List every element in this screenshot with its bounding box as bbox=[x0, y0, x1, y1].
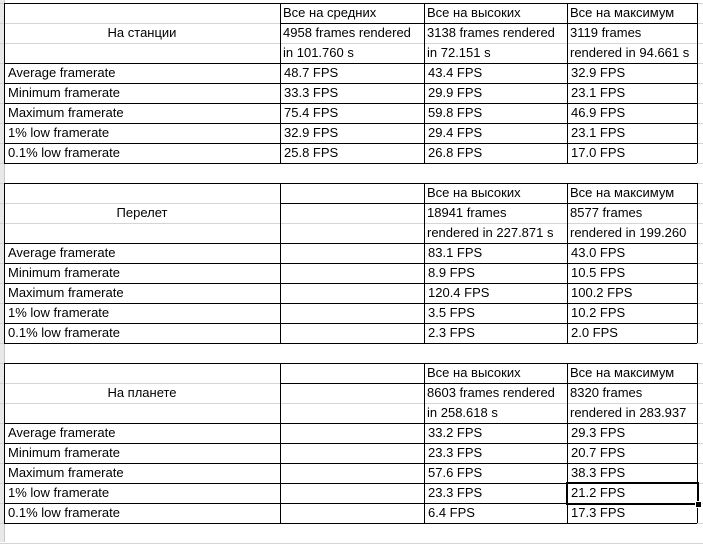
column-header[interactable]: Все на максимум bbox=[570, 185, 675, 200]
metric-label[interactable]: Average framerate bbox=[8, 245, 116, 260]
fps-value-cell[interactable]: 23.3 FPS bbox=[428, 445, 483, 460]
frames-rendered-cell[interactable]: 8577 frames bbox=[570, 205, 643, 220]
column-header[interactable]: Все на высоких bbox=[427, 365, 521, 380]
fps-value-cell[interactable]: 3.5 FPS bbox=[428, 305, 475, 320]
metric-label[interactable]: 1% low framerate bbox=[8, 125, 110, 140]
column-header[interactable]: Все на средних bbox=[283, 5, 377, 20]
fps-value-cell[interactable]: 25.8 FPS bbox=[284, 145, 339, 160]
cell-border bbox=[567, 3, 568, 163]
cell-border bbox=[567, 183, 568, 343]
column-header[interactable]: Все на максимум bbox=[570, 365, 675, 380]
frames-rendered-cell[interactable]: 3138 frames rendered bbox=[427, 25, 555, 40]
metric-label[interactable]: Average framerate bbox=[8, 425, 116, 440]
frames-rendered-cell[interactable]: in 101.760 s bbox=[283, 45, 354, 60]
metric-label[interactable]: 1% low framerate bbox=[8, 305, 110, 320]
fps-value-cell[interactable]: 57.6 FPS bbox=[428, 465, 483, 480]
section-title[interactable]: Перелет bbox=[116, 205, 168, 220]
metric-label[interactable]: Average framerate bbox=[8, 65, 116, 80]
fps-value-cell[interactable]: 32.9 FPS bbox=[284, 125, 339, 140]
fps-value-cell[interactable]: 2.0 FPS bbox=[571, 325, 618, 340]
frames-rendered-cell[interactable]: rendered in 94.661 s bbox=[570, 45, 690, 60]
cell-border bbox=[280, 363, 281, 523]
fps-value-cell[interactable]: 29.3 FPS bbox=[571, 425, 626, 440]
fps-value-cell[interactable]: 33.3 FPS bbox=[284, 85, 339, 100]
column-header[interactable]: Все на максимум bbox=[570, 5, 675, 20]
fps-value-cell[interactable]: 46.9 FPS bbox=[571, 105, 626, 120]
cell-border bbox=[4, 523, 697, 524]
fps-value-cell[interactable]: 2.3 FPS bbox=[428, 325, 475, 340]
metric-label[interactable]: Minimum framerate bbox=[8, 445, 120, 460]
fps-value-cell[interactable]: 32.9 FPS bbox=[571, 65, 626, 80]
cell-border bbox=[280, 183, 281, 343]
fps-value-cell[interactable]: 43.4 FPS bbox=[428, 65, 483, 80]
frames-rendered-cell[interactable]: 4958 frames rendered bbox=[283, 25, 411, 40]
fps-value-cell[interactable]: 21.2 FPS bbox=[571, 485, 626, 500]
selected-cell-outline bbox=[566, 482, 699, 505]
cell-border bbox=[697, 3, 698, 163]
fps-value-cell[interactable]: 23.1 FPS bbox=[571, 85, 626, 100]
metric-label[interactable]: Maximum framerate bbox=[8, 285, 124, 300]
frames-rendered-cell[interactable]: in 258.618 s bbox=[427, 405, 498, 420]
fps-value-cell[interactable]: 48.7 FPS bbox=[284, 65, 339, 80]
fps-value-cell[interactable]: 8.9 FPS bbox=[428, 265, 475, 280]
fps-value-cell[interactable]: 17.0 FPS bbox=[571, 145, 626, 160]
fps-value-cell[interactable]: 38.3 FPS bbox=[571, 465, 626, 480]
metric-label[interactable]: Maximum framerate bbox=[8, 465, 124, 480]
metric-label[interactable]: 1% low framerate bbox=[8, 485, 110, 500]
metric-label[interactable]: 0.1% low framerate bbox=[8, 325, 120, 340]
fps-value-cell[interactable]: 17.3 FPS bbox=[571, 505, 626, 520]
fps-value-cell[interactable]: 23.1 FPS bbox=[571, 125, 626, 140]
cell-border bbox=[280, 3, 281, 163]
fps-value-cell[interactable]: 10.2 FPS bbox=[571, 305, 626, 320]
column-header[interactable]: Все на высоких bbox=[427, 185, 521, 200]
frames-rendered-cell[interactable]: rendered in 283.937 bbox=[570, 405, 687, 420]
fps-value-cell[interactable]: 29.9 FPS bbox=[428, 85, 483, 100]
fps-value-cell[interactable]: 120.4 FPS bbox=[428, 285, 490, 300]
fps-value-cell[interactable]: 6.4 FPS bbox=[428, 505, 475, 520]
frames-rendered-cell[interactable]: 8320 frames bbox=[570, 385, 643, 400]
frames-rendered-cell[interactable]: in 72.151 s bbox=[427, 45, 491, 60]
metric-label[interactable]: Minimum framerate bbox=[8, 265, 120, 280]
frames-rendered-cell[interactable]: rendered in 199.260 bbox=[570, 225, 687, 240]
frames-rendered-cell[interactable]: rendered in 227.871 s bbox=[427, 225, 554, 240]
frames-rendered-cell[interactable]: 18941 frames bbox=[427, 205, 507, 220]
metric-label[interactable]: 0.1% low framerate bbox=[8, 505, 120, 520]
fps-value-cell[interactable]: 100.2 FPS bbox=[571, 285, 633, 300]
fps-value-cell[interactable]: 10.5 FPS bbox=[571, 265, 626, 280]
section-title[interactable]: На станции bbox=[107, 25, 177, 40]
metric-label[interactable]: Minimum framerate bbox=[8, 85, 120, 100]
frames-rendered-cell[interactable]: 8603 frames rendered bbox=[427, 385, 555, 400]
fps-value-cell[interactable]: 23.3 FPS bbox=[428, 485, 483, 500]
fps-value-cell[interactable]: 33.2 FPS bbox=[428, 425, 483, 440]
cell-border bbox=[424, 183, 425, 343]
metric-label[interactable]: Maximum framerate bbox=[8, 105, 124, 120]
cell-border bbox=[4, 343, 697, 344]
cell-border bbox=[424, 3, 425, 163]
cell-border bbox=[424, 363, 425, 523]
fps-value-cell[interactable]: 43.0 FPS bbox=[571, 245, 626, 260]
fps-value-cell[interactable]: 59.8 FPS bbox=[428, 105, 483, 120]
fps-value-cell[interactable]: 26.8 FPS bbox=[428, 145, 483, 160]
section-title[interactable]: На планете bbox=[107, 385, 177, 400]
fps-value-cell[interactable]: 83.1 FPS bbox=[428, 245, 483, 260]
cell-border bbox=[4, 163, 697, 164]
fps-value-cell[interactable]: 29.4 FPS bbox=[428, 125, 483, 140]
metric-label[interactable]: 0.1% low framerate bbox=[8, 145, 120, 160]
column-header[interactable]: Все на высоких bbox=[427, 5, 521, 20]
fps-value-cell[interactable]: 75.4 FPS bbox=[284, 105, 339, 120]
fill-handle[interactable] bbox=[695, 501, 702, 508]
cell-border bbox=[697, 183, 698, 343]
frames-rendered-cell[interactable]: 3119 frames bbox=[570, 25, 642, 40]
fps-value-cell[interactable]: 20.7 FPS bbox=[571, 445, 626, 460]
